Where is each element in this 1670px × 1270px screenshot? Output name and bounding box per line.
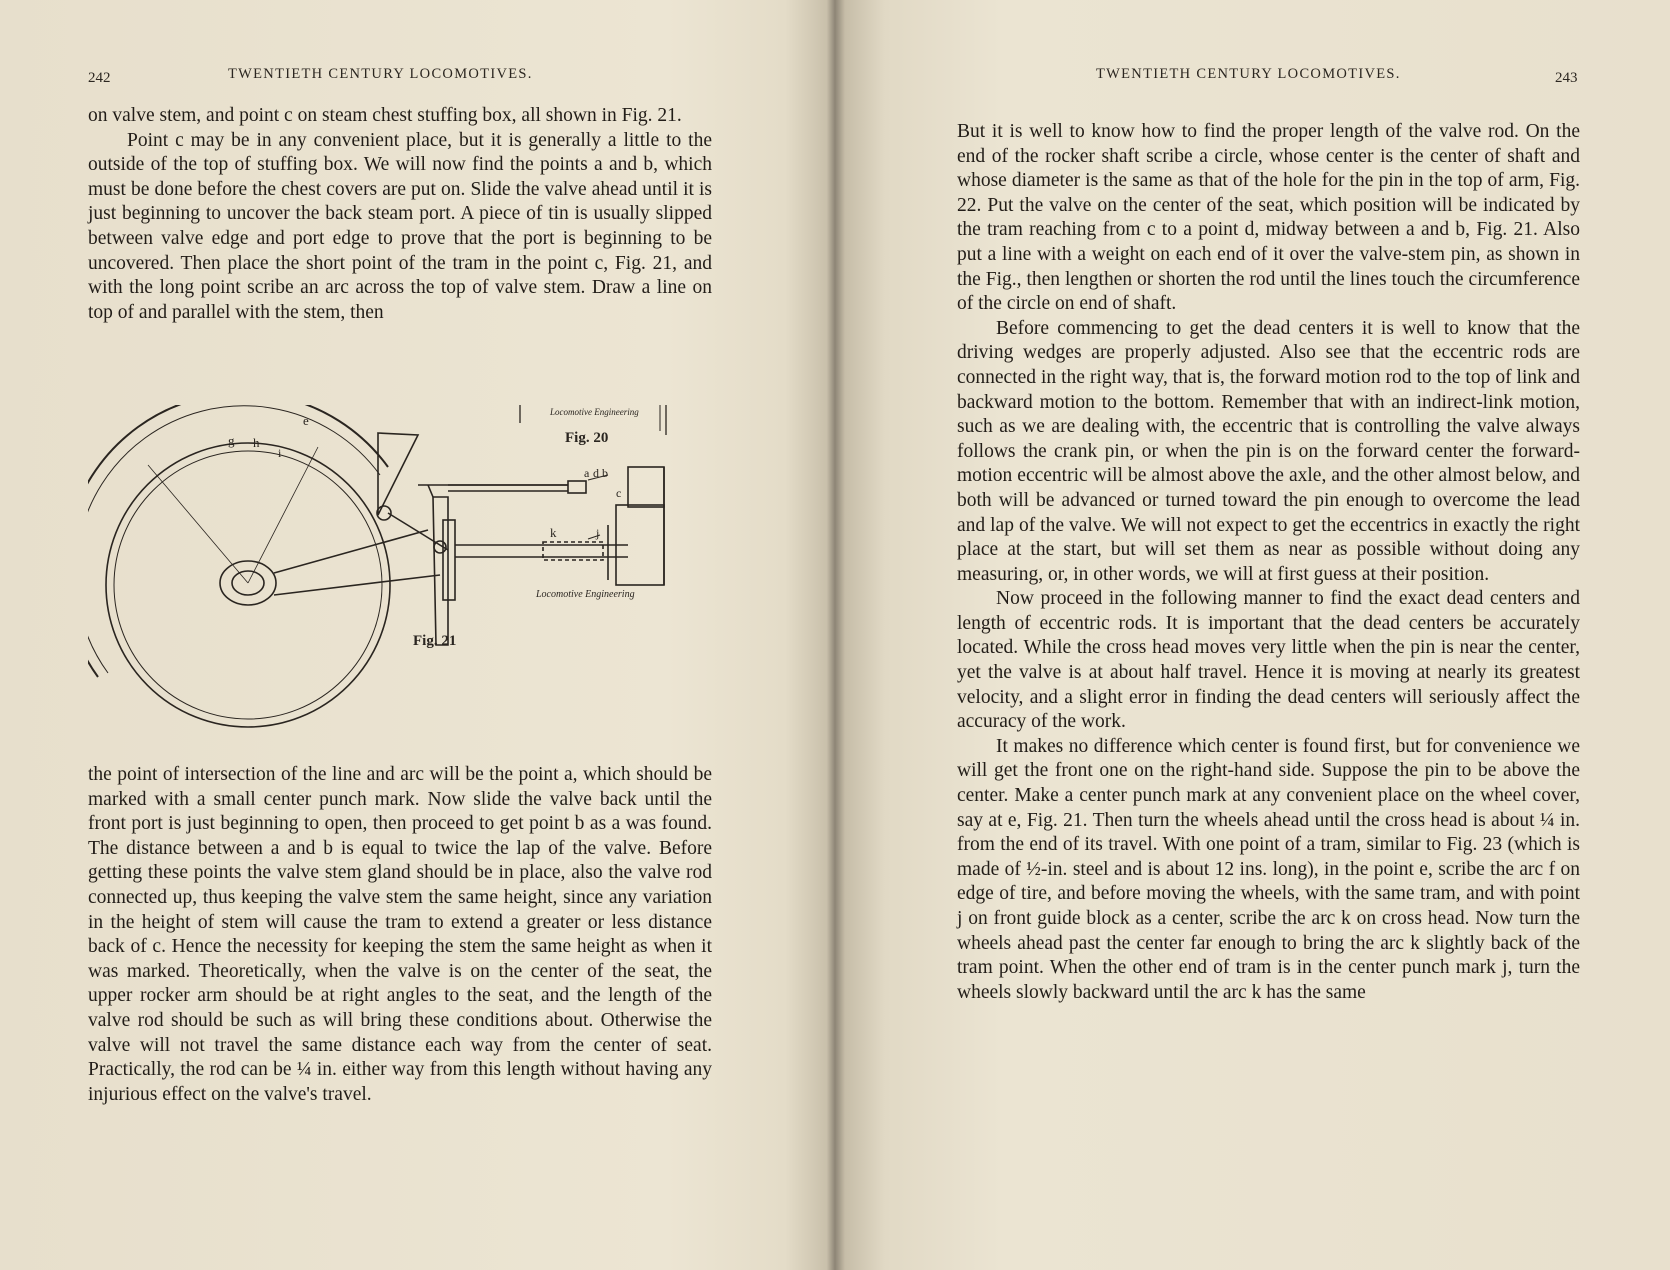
right-page-number: 243 xyxy=(1555,70,1578,86)
left-running-head: TWENTIETH CENTURY LOCOMOTIVES. xyxy=(228,66,533,82)
point-label-k: k xyxy=(550,525,557,540)
paragraph: It makes no difference which center is found first, but for convenience we will get the front one on the right-hand side. Suppose the pin to be above the center. Make a center punch mark at any convenient place on the wheel cover, say at e, Fig. 21. Then turn the wheels ahead until the cross head is about ¼ in. from the end of its travel. With one point of a tram, similar to Fig. 23 (which is made of ½-in. steel and is about 12 ins. long), in the point e, scribe the arc f on edge of tire, and before moving the wheels, with the same tram, and with point j on front guide block as a center, scribe the arc k on cross head. Now turn the wheels ahead past the center far enough to bring the arc k slightly back of the tram point. When the other end of tram is in the center punch mark j, turn the wheels slowly backward until the arc k has the same xyxy=(957,735,1580,1003)
paragraph: Now proceed in the following manner to find the exact dead centers and length of eccentric rods. It is important that the dead centers be accurately located. While the cross head moves very little when the pin is near the center, yet the valve is at about half travel. Hence it is moving at nearly its greatest velocity, and a slight error in finding the dead centers will seriously affect the accuracy of the work. xyxy=(957,588,1580,733)
figure-20-21 xyxy=(88,405,708,730)
fig21-credit: Locomotive Engineering xyxy=(536,589,635,600)
point-label-j: j xyxy=(596,526,600,540)
point-label-a: a xyxy=(584,466,590,480)
point-label-e: e xyxy=(303,413,309,428)
paragraph: the point of intersection of the line and arc will be the point a, which should be marked with a small center punch mark. Now slide the valve back until the front port is just beginning to open, then proceed to get point b as a was found. The distance between a and b is equal to twice the lap of the valve. Before getting these points the valve stem gland should be in place, also the valve rod connected up, thus keeping the valve stem the same height, since any variation in the height of stem will cause the tram to extend a greater or less distance back of c. Hence the necessity for keeping the stem the same height as when it was marked. Theoretically, when the valve is on the center of the seat, the upper rocker arm should be at right angles to the seat, and the length of the valve rod should be such as will bring these conditions about. Otherwise the valve will not travel the same distance each way from the center of seat. Practically, the rod can be ¼ in. either way from this length without having any injurious effect on the valve's travel. xyxy=(88,764,712,1105)
fig20-credit: Locomotive Engineering xyxy=(550,407,639,417)
driving-wheel xyxy=(106,443,390,727)
valve-gear-diagram xyxy=(88,405,708,730)
point-label-h: h xyxy=(253,435,260,450)
left-text-bottom xyxy=(88,763,712,1107)
point-label-b: b xyxy=(602,466,608,480)
right-running-head: TWENTIETH CENTURY LOCOMOTIVES. xyxy=(1096,66,1401,82)
point-label-g: g xyxy=(228,433,235,448)
point-label-c: c xyxy=(616,486,622,500)
fig21-label: Fig. 21 xyxy=(413,633,457,649)
paragraph: Point c may be in any convenient place, but it is generally a little to the outside of the top of stuffing box. We will now find the points a and b, which must be done before the chest covers are put on. Slide the valve ahead until it is just beginning to uncover the back steam port. A piece of tin is usually slipped between valve edge and port edge to prove that the port is beginning to be uncovered. Then place the short point of the tram in the point c, Fig. 21, and with the long point scribe an arc across the top of valve stem. Draw a line on top of and parallel with the stem, then xyxy=(88,129,712,323)
left-page-number: 242 xyxy=(88,70,111,86)
point-label-d: d xyxy=(593,466,599,480)
fig20-label: Fig. 20 xyxy=(565,430,609,446)
right-page xyxy=(840,0,1670,1270)
point-label-i: i xyxy=(278,446,282,460)
left-page xyxy=(0,0,830,1270)
paragraph: But it is well to know how to find the proper length of the valve rod. On the end of the rocker shaft scribe a circle, whose center is the center of shaft and whose diameter is the same as that of the hole for the pin in the top of arm, Fig. 22. Put the valve on the center of the seat, which position will be indicated by the tram reaching from c to a point d, midway between a and b, Fig. 21. Also put a line with a weight on each end of it over the valve-stem pin, as shown in the Fig., then lengthen or shorten the rod until the lines touch the circumference of the circle on end of shaft. xyxy=(957,121,1580,315)
paragraph: on valve stem, and point c on steam chest stuffing box, all shown in Fig. 21. xyxy=(88,105,682,126)
left-text-top xyxy=(88,104,712,325)
right-text xyxy=(957,120,1580,1005)
paragraph: Before commencing to get the dead centers it is well to know that the driving wedges are properly adjusted. Also see that the eccentric rods are connected in the right way, that is, the forward motion rod to the top of link and backward motion to the bottom. Remember that with an indirect-link motion, such as we are dealing with, the eccentric that is controlling the valve always follows the crank pin, or when the pin is on the forward center the forward-motion eccentric will be almost above the axle, and the other almost below, and both will be advanced or turned toward the pin enough to overcome the lead and lap of the valve. We will not expect to get the eccentrics in exactly the right place at the start, but will set them as near as possible without doing any measuring, or, in other words, we will at first guess at their position. xyxy=(957,317,1580,585)
